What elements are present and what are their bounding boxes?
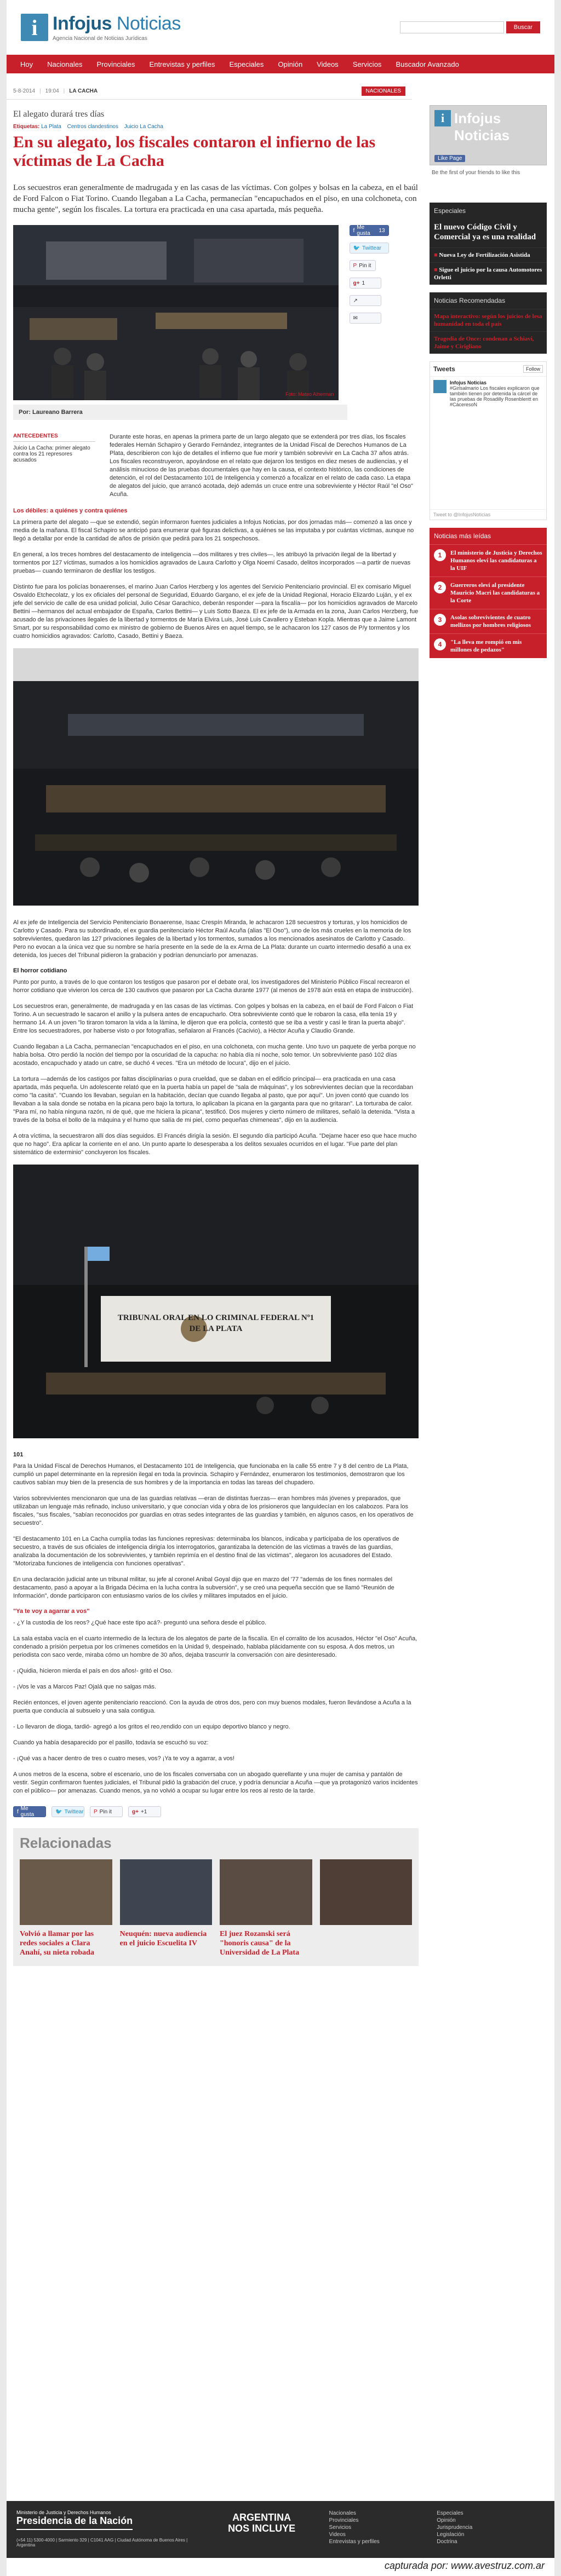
recomendada-item[interactable]: Mapa interactivo: según los juicios de lesa humanidad en toda el país: [430, 309, 547, 331]
article-intro: Durante este horas, en apenas la primera parte de un largo alegato que se extenderá por tres días, los fiscales federales Hernán Schapiro y Gerardo Fernández, integrantes de la Unidad Fiscal de Derechos Humanos de La Plata, describieron con lujo de detalles el infierno que fue morir y también sobrevivir en La Cacha 37 años atrás. Los fiscales reconstruyeron, apoyándose en el relato que dejaron los testigos en diez meses de audiencias, y el análisis minucioso de las pruebas documentales que hay en la causa, el contexto histórico, las condiciones de detención, el rol del Destacamento 101 de Inteligencia y comenzó a focalizar en el relato de cada caso. La etapa de alegatos del juicio, que arrancó acotada, dejó además un cruce entre una sobreviviente y Héctor Raúl "el Oso" Acuña.: [110, 434, 413, 498]
sidebar: [430, 105, 547, 658]
paragraph: En general, a los treces hombres del destacamento de inteligencia —dos militares y tres civiles—, les atribuyó la privación ilegal de la libertad y tormentos por 127 víctimas, sumados a los homicidios agravados de Laura Carlotto y Olga Noemí Casado, delitos incorporados —a partir de nuevas pruebas— cuando terminaron de desfilar los testigos.: [13, 551, 411, 574]
tribunal-sign: TRIBUNAL ORAL EN LO CRIMINAL FEDERAL Nº1 DE LA PLATA: [117, 1313, 314, 1333]
tribunal-image: [13, 1165, 419, 1438]
share-counter-button[interactable]: [350, 295, 381, 306]
especial-item[interactable]: ■ Sigue el juicio por la causa Automotores Orletti: [430, 262, 547, 285]
related-news: [13, 1828, 419, 1966]
tag-centros[interactable]: Centros clandestinos: [67, 124, 118, 130]
recomendada-item[interactable]: Tragedia de Once: condenan a Schiavi, Jaime y Cirigliano: [430, 331, 547, 354]
paragraph: La primera parte del alegato —que se extendió, según informaron fuentes judiciales a Infojus Noticias, por dos jornadas más— comenzó a las once y media de la mañana. El fiscal Schapiro se anticipó para enumerar qué figuras delictivas, a quiénes se las imputaba y por cuántas víctimas, aunque no llegó a detallar por ende la cantidad de años de prisión que pedirá para los 21 sospechosos.: [13, 519, 414, 542]
presidency-name: Presidencia de la Nación: [16, 2515, 133, 2530]
mas-leida-item[interactable]: 4 "La lleva me rompió en mis millones de pedazos": [430, 633, 547, 658]
bottom-share-row: [13, 1806, 419, 1817]
header: [7, 0, 554, 55]
paragraph: "El destacamento 101 en La Cacha cumplía todas las funciones represivas: determinaba los blancos, indicaba y participaba de los operativos de secuestro, a través de sus oficiales de inteligencia dirigía los interrogatorios, garantizaba la detención de las víctimas a través de las guardias, analizaba la documentación de los sobrevivientes, y también reprimía en el destino final de las víctimas", alegaron los acusadores del Estado. "Motorizaba funciones de inteligencia con funciones operativas".: [13, 1536, 399, 1567]
article-byline: Por: Laureano Barrera: [13, 405, 347, 420]
subtitle-amenaza: "Ya te voy a agarrar a vos": [13, 1608, 90, 1615]
sidebar-site-name: Infojus Noticias: [454, 110, 510, 143]
paragraph: A unos metros de la escena, sobre el escenario, uno de los fiscales conversaba con un abogado querellante y una mujer de camisa y pantalón de vestir. Según confirmaron fuentes judiciales, el Tribunal pidió la grabación del cruce, y podría denunciar a Acuña —que ya protagonizó varios incidentes con el público— por amenazas. Cuando menos, ya no volvió a ocupar su lugar entre los reos al resto de la tarde.: [13, 1771, 418, 1794]
nav-item-entrevistas[interactable]: Entrevistas y perfiles: [149, 60, 215, 68]
tag-la-plata[interactable]: La Plata: [41, 124, 61, 130]
footer-slogan: ARGENTINA NOS INCLUYE: [228, 2512, 296, 2534]
nav-item-buscador[interactable]: Buscador Avanzado: [396, 60, 459, 68]
paragraph: Recién entonces, el joven agente penitenciario reaccionó. Con la ayuda de otros dos, pero con muy buenos modales, fueron llevándose a Acuña a la puerta que conducía al subsuelo y una sala contigua.: [13, 1699, 411, 1714]
paragraph: Cuando ya había desaparecido por el pasillo, todavía se escuchó su voz:: [13, 1739, 209, 1746]
tweet-button[interactable]: 🐦 Twittear: [350, 243, 389, 253]
related-image: [20, 1859, 112, 1925]
tweets-title: Tweets: [433, 365, 455, 373]
footer-link[interactable]: Especiales: [437, 2510, 463, 2516]
logo-mark-icon: i: [21, 14, 48, 41]
rank-1-icon: 1: [434, 549, 446, 561]
related-card[interactable]: [120, 1859, 213, 1957]
facebook-icon: f: [17, 1808, 19, 1815]
share-column: [350, 225, 419, 400]
nav-item-provinciales[interactable]: Provinciales: [96, 60, 135, 68]
pinterest-button-bottom[interactable]: P Pin it: [90, 1806, 123, 1817]
footer-link[interactable]: Doctrina: [437, 2539, 457, 2545]
facebook-icon: f: [353, 227, 355, 234]
related-image: [320, 1859, 413, 1925]
recomendadas-title: Noticias Recomendadas: [434, 297, 506, 304]
capture-credit: capturada por: www.avestruz.com.ar: [7, 2560, 554, 2576]
footer-links-col1: [329, 2510, 437, 2549]
recomendadas-box: [430, 292, 547, 354]
breadcrumb: 5-8-2014 | 19:04 | LA CACHA: [13, 88, 98, 94]
infojus-logo-icon: i: [434, 110, 451, 126]
especiales-box: [430, 203, 547, 285]
search-button[interactable]: Buscar: [506, 21, 540, 33]
courtroom-wide-image: [13, 648, 419, 906]
nav-item-opinion[interactable]: Opinión: [278, 60, 303, 68]
article-main-photo[interactable]: [13, 225, 339, 400]
paragraph: Punto por punto, a través de lo que contaron los testigos que pasaron por el debate oral, los investigadores del Ministerio Público Fiscal recrearon el horror cotidiano que vivieron los cerca de 130 cautivos que pasaron por La Cacha durante 1977 (al menos de 1978 aún está en etapa de instrucción).: [13, 979, 414, 994]
paragraph: Los secuestros eran, generalmente, de madrugada y en las casas de las víctimas. Con golpes y bolsas en la cabeza, en el baúl de Ford Falcon o Fiat Torino. A un secuestrado le sacaron el anillo y la pulsera antes de encapucharlo. Otra sobreviviente contó que le robaron la casa, ella tenía 19 y hermano 14. A un joven "lo tiraron tomaron la vida a la lámina, le dijeron que era policía, contestó que se iba a vestir y casi le tiran la puerta abajo". Entre los secuestradores, por haberse visto o por fotografías, señalaron al Francés (Cacivio), a Héctor Acuña y Claudio Grande.: [13, 1003, 414, 1034]
twitter-widget: [430, 361, 547, 520]
nav-item-especiales[interactable]: Especiales: [229, 60, 264, 68]
paragraph: Distinto fue para los policías bonaerenses, el marino Juan Carlos Herzberg y los agentes del Servicio Penitenciario provincial. El ex comisario Miguel Osvaldo Etchecolatz, y los ex oficiales del personal de Seguridad, Eduardo Gargano, el ex jefe de la Unidad Regional, Horacio Elizardo Luján, y el ex jefe del servicio de calle de esa unidad policial, Julio César Garachico, deberán responder —para la fiscalía— por los homicidios agravados de Marcelo Bettini —hermanos del actual embajador de España, Carlos Bettini— y Luis Sotto Baeza. El ex jefe de la Armada en la zona, Juan Carlos Herzberg, fue acusado de las privaciones ilegales de la libertad y tormentos de María Elvira Luis, José Luis Cavallero y Esteban Kopla. Mientras que a Jaime Lamont Smart, por su responsabilidad como ex ministro de gobierno de Buenos Aires en aquel tiempo, se le achacaron los 127 casos de P/y tormentos y los cuatro homicidios agravados: Carlotto, Casado, Bettini y Baeza.: [13, 584, 419, 639]
courtroom-wide-photo[interactable]: [13, 648, 419, 906]
related-headline[interactable]: Volvió a llamar por las redes sociales a Clara Anahí, su nieta robada: [20, 1930, 94, 1957]
tweet-to-link[interactable]: Tweet to @InfojusNoticias: [430, 509, 546, 520]
paragraph: - ¡Qué vas a hacer dentro de tres o cuatro meses, vos? ¡Ya te voy a agarrar, a vos!: [13, 1755, 234, 1762]
like-page-button[interactable]: Like Page: [434, 155, 465, 162]
pin-icon: P: [94, 1808, 98, 1815]
mas-leidas-box: [430, 528, 547, 658]
footer-link[interactable]: Provinciales: [329, 2517, 359, 2523]
footer-link[interactable]: Opinión: [437, 2517, 456, 2523]
tweet-user: Infojus Noticias: [450, 380, 487, 385]
rank-3-icon: 3: [434, 614, 446, 626]
section-badge[interactable]: NACIONALES: [362, 87, 405, 96]
pin-icon: P: [353, 262, 357, 269]
twitter-icon: 🐦: [55, 1808, 62, 1815]
site-name: Infojus Noticias: [53, 13, 181, 34]
paragraph: Para la Unidad Fiscal de Derechos Humanos, el Destacamento 101 de Inteligencia, que funcionaba en la calle 55 entre 7 y 8 del centro de La Plata, cumplió un papel determinante en la represión ilegal en toda la provincia. Schapiro y Fernández, enumeraron los testimonios, demostraron que los cautivos sabían muy bien de la presencia de sus hombres y de la importancia en todas las tareas del chupadero.: [13, 1463, 409, 1486]
related-card[interactable]: [220, 1859, 312, 1957]
footer-link[interactable]: Entrevistas y perfiles: [329, 2539, 380, 2545]
paragraph: - ¡Vos le vas a Marcos Paz! Ojalá que no salgas más.: [13, 1684, 157, 1690]
nav-item-videos[interactable]: Videos: [317, 60, 339, 68]
footer-link[interactable]: Legislación: [437, 2532, 465, 2538]
nav-item-hoy[interactable]: Hoy: [20, 60, 33, 68]
article-lead: Los secuestros eran generalmente de madrugada y en las casas de las víctimas. Con golpes y bolsas en la cabeza, en el baúl de Ford Falcon o Fiat Torino. Cuando llegaban a La Cacha, permanecían "encapuchados en el piso, en una colchoneta, con mucha gente", según los fiscales. La tortura era practicada en una casa apartada, más pequeña.: [13, 183, 418, 214]
footer-link[interactable]: Nacionales: [329, 2510, 357, 2516]
article: [13, 110, 419, 1966]
tweet[interactable]: [430, 377, 546, 411]
gplus-button-bottom[interactable]: g+ +1: [128, 1806, 161, 1817]
paragraph: La tortura —además de los castigos por faltas disciplinarias o pura crueldad, que se daban en el edificio principal— era practicada en una casa apartada, más pequeña. Un adolescente relató que en la puerta había un papel de "sala de máquinas", y los sobrevivientes decían que la recordaban como "la casita". "Cuando los llevaban, seguían en la habitación, decían que cuando llegaba al pasto, que por aquí". Un joven contó que cuando los llevaban a la sala donde se notaba en la picana pero bajo la tortura, lo aplicaban la picana en la garganta para que no gritaran". La torturaba de calor. "Para mí, no había ninguna razón, ni de qué, que me hiciera la picana", testificó. Dos mujeres y cierto número de militares, señaló la detenida. "Vista a través de la bolsa el bollo de la máquina y el humo que salía de mi piel, como pequeñas chimeneas", dijo en la audiencia.: [13, 1076, 415, 1123]
paragraph: - ¡Quidia, hicieron mierda el país en dos años!- gritó el Oso.: [13, 1668, 173, 1674]
twitter-icon: 🐦: [353, 245, 360, 251]
mas-leida-item[interactable]: 1 El ministerio de Justicia y Derechos Humanos eleví las candidaturas a la UIF: [430, 544, 547, 577]
especial-main-link[interactable]: El nuevo Código Civil y Comercial ya es una realidad: [434, 223, 536, 241]
paragraph: - ¿Y la custodia de los reos? ¿Qué hace este tipo acá?- preguntó una señora desde el público.: [13, 1620, 267, 1626]
subtitle-culpables: Los débiles: a quiénes y contra quiénes: [13, 508, 128, 514]
pinterest-button[interactable]: P Pin it: [350, 260, 376, 271]
footer-link[interactable]: Servicios: [329, 2525, 352, 2531]
article-tags: Etiquetas: La Plata Centros clandestinos Juicio La Cacha: [13, 124, 163, 130]
rank-4-icon: 4: [434, 638, 446, 650]
related-image: [120, 1859, 213, 1925]
subtitle-horror: El horror cotidiano: [13, 967, 67, 974]
tweet-button-bottom[interactable]: 🐦 Twittear: [51, 1806, 84, 1817]
search-box: [400, 21, 540, 33]
breadcrumb-bar: [7, 83, 412, 100]
article-date: 5-8-2014: [13, 88, 36, 94]
mas-leida-item[interactable]: 2 Guerreros eleví al presidente Mauricio Macri las candidaturas a la Corte: [430, 577, 547, 609]
search-input[interactable]: [400, 21, 504, 33]
footer-link[interactable]: Jurisprudencia: [437, 2525, 473, 2531]
especial-item[interactable]: ■ Nueva Ley de Fertilización Asistida: [430, 247, 547, 262]
related-image: [220, 1859, 312, 1925]
antecedentes-box: [13, 433, 95, 499]
footer-links-col2: [437, 2510, 545, 2549]
antecedentes-link[interactable]: Juicio La Cacha: primer alegato contra los 21 represores acusados: [13, 445, 90, 463]
email-icon: ✉: [353, 315, 358, 321]
footer-link[interactable]: Videos: [329, 2532, 346, 2538]
antecedentes-title: ANTECEDENTES: [13, 433, 95, 442]
paragraph: En una declaración judicial ante un tribunal militar, su jefe al coronel Anibal Goyal dijo que en marzo del '77 "además de los fines normales del destacamento, pasó a apoyar a la Brigada Décima en la lucha contra la subversión", y se creó una pequeña sección que se llamó "Reunión de Información", donde participaron con entusiasmo varios de los civiles y militares imputados en el juicio.: [13, 1576, 394, 1599]
tweet-text: #Girlsalmario Los fiscales explicaron que también tienen por detenida la cárcel de las pruebas de Rosadilly Rosenblentt en #CáceresoN: [450, 385, 540, 407]
photo-credit: Foto: Mateo Aiherman: [285, 391, 334, 397]
paragraph: Cuando llegaban a La Cacha, permanecían "encapuchados en el piso, en una colchoneta, con mucha gente. Uno tuvo un paquete de yerba porque no había bolsa. Otro perdió la noción del tiempo por la oscuridad de la capucha: no había día ni noche, solo temor. Un sobreviviente pasó 102 días acostado, encapuchado y atado un catre, se duchó 4 veces. "Era un método de locura", dijo en el juicio.: [13, 1044, 416, 1067]
paragraph: La sala estaba vacía en el cuarto intermedio de la lectura de los alegatos de parte de la fiscalía. En el corralito de los acusados, Héctor "el Oso" Acuña, condenado a prisión perpetua por los crímenes cometidos en la Unidad 9, despeinado, hablaba plácidamente con su esposa. A dos metros, un periodista con saco verde, miraba cómo un hombre de 30 años, dejaba trascurrir la conversación con aire desinteresado.: [13, 1635, 417, 1658]
rank-2-icon: 2: [434, 581, 446, 593]
courtroom-photo-image: [13, 225, 339, 400]
site-subtitle: Agencia Nacional de Noticias Jurídicas: [53, 36, 147, 42]
article-title: En su alegato, los fiscales contaron el infierno de las víctimas de La Cacha: [13, 133, 376, 170]
article-kicker: El alegato durará tres días: [13, 110, 105, 119]
paragraph: A otra víctima, la secuestraron allí dos días seguidos. El Francés dirigía la sesión. El segundo día participó Acuña. "Dejame hacer eso que hace mucho que no hago". Era aplicar la corriente en el ano. Un punto aparte lo desesperaba a los delitos sexuales ocurridos en el lugar. "Fue parte del plan sistemático de exterminio" concluyeron los fiscales.: [13, 1133, 417, 1156]
mas-leidas-title: Noticias más leídas: [434, 532, 491, 540]
subtitle-101: 101: [13, 1451, 24, 1458]
related-card[interactable]: [320, 1859, 413, 1957]
footer: [7, 2501, 554, 2558]
article-place: LA CACHA: [69, 88, 98, 94]
especiales-title: Especiales: [434, 207, 466, 215]
site-logo[interactable]: [21, 13, 181, 42]
gplus-button[interactable]: g+ 1: [350, 278, 381, 289]
ministry-name: Ministerio de Justicia y Derechos Humanos: [16, 2510, 111, 2515]
article-time: 19:04: [45, 88, 59, 94]
fb-friends-text: Be the first of your friends to like this: [432, 170, 520, 176]
paragraph: Al ex jefe de Inteligencia del Servicio Penitenciario Bonaerense, Isaac Crespín Miranda, le achacaron 128 secuestros y torturas, y los homicidios de Carlotto y Casado. Para su subordinado, el ex guardia penitenciario Héctor Raúl Acuña (alias "El Oso"), uno de los más crueles en la memoria de los sobrevivientes, quedaron las 127 privaciones ilegales de la libertad y los tormentos, sumados a los mencionados asesinatos de Carlotto y Casado. Pero no evocan a la única vez que su nombre se haría presente en la sede de la ex Arma de La Plata: durante un cuarto intermedio desafió a una ex detenida, los jueces del Tribunal pidieron la grabación y podrían denunciarlo por amenazas.: [13, 919, 411, 959]
page: [7, 0, 554, 2576]
facebook-page-box[interactable]: [430, 105, 547, 165]
gplus-icon: g+: [132, 1808, 139, 1815]
tag-juicio[interactable]: Juicio La Cacha: [124, 124, 163, 130]
related-title: Relacionadas: [20, 1835, 112, 1851]
share-icon: ↗: [353, 297, 358, 304]
related-headline[interactable]: El juez Rozanski será "honoris causa" de la Universidad de La Plata: [220, 1930, 300, 1957]
mas-leida-item[interactable]: 3 Asolas sobrevivientes de cuatro mellizos por hombres religiosos: [430, 609, 547, 633]
article-body: [13, 508, 419, 1817]
facebook-like-button-bottom[interactable]: f Me gusta: [13, 1806, 46, 1817]
gplus-icon: g+: [353, 280, 360, 286]
main-nav: [7, 55, 554, 73]
facebook-like-button[interactable]: f Me gusta 13: [350, 225, 389, 236]
tribunal-photo[interactable]: [13, 1165, 419, 1438]
paragraph: - Lo llevaron de dioga, tardió- agregó a los gritos el reo,rendido con un equipo deportivo blanco y negro.: [13, 1724, 290, 1730]
email-share-button[interactable]: [350, 313, 381, 324]
paragraph: Varios sobrevivientes mencionaron que una de las guardias relativas —eran de distintas fuerzas— eran hombres más jóvenes y preparados, que utilizaban un lenguaje más refinado, incluso universitario, y que conocían vida y obra de los prisioneros que languidecían en los calabozos. Para los fiscales, "sus fiscales, "sabían reconocidos por guardias en otras sedes integrantes de las guardias y también, en algunos casos, en los operativos de secuestro".: [13, 1495, 414, 1526]
nav-item-nacionales[interactable]: Nacionales: [47, 60, 83, 68]
footer-address: (+54 11) 5300-4000 | Sarmiento 329 | C1041 AAG | Ciudad Autónoma de Buenos Aires | Argentina: [16, 2538, 188, 2548]
nav-item-servicios[interactable]: Servicios: [352, 60, 382, 68]
related-card[interactable]: [20, 1859, 112, 1957]
avatar: [433, 380, 446, 393]
related-headline[interactable]: Neuquén: nueva audiencia en el juicio Escuelita IV: [119, 1930, 207, 1947]
follow-button[interactable]: Follow: [523, 365, 543, 373]
